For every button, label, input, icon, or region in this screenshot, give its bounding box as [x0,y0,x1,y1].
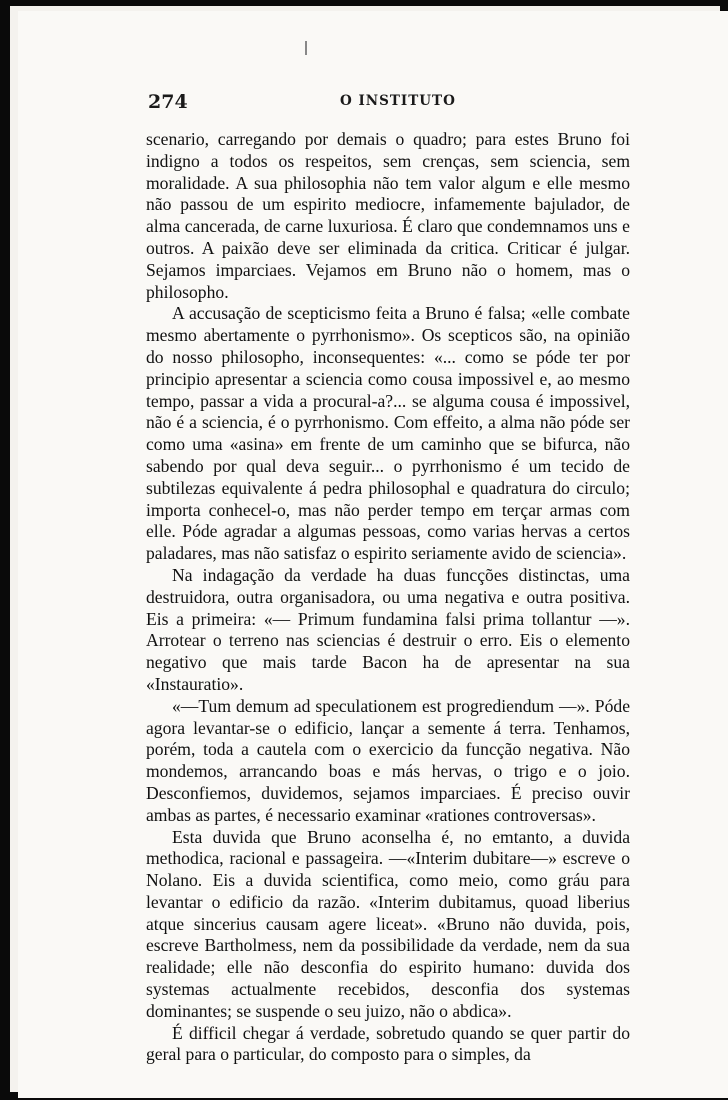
paragraph: A accusação de scepticismo feita a Bruno é falsa; «elle combate mesmo abertamente o pyrrhonismo». Os scepticos são, na opinião do nosso philosopho, inconsequentes: «... como se póde ter por principio apresentar a sciencia como cousa impossivel e, ao mesmo tempo, passar a vida a procural-a?... se alguma cousa é impossivel, não é a sciencia, é o pyrrhonismo. Com effeito, a alma não póde ser como uma «asina» em frente de um caminho que se bifurca, não sabendo por qual deva seguir... o pyrrhonismo é um tecido de subtilezas equivalente á pedra philosophal e quadratura do circulo; importa conhecel-o, mas não perder tempo em terçar armas com elle. Póde agradar a algumas pessoas, como varias hervas a certos paladares, mas não satisfaz o espirito seriamente avido de sciencia». [146,303,630,564]
paragraph: «—Tum demum ad speculationem est progrediendum —». Póde agora levantar-se o edificio, lançar a semente á terra. Tenhamos, porém, toda a cautela com o exercicio da funcção negativa. Não mondemos, arrancando boas e más hervas, o trigo e o joio. Desconfiemos, duvidemos, sejamos imparciaes. É preciso ouvir ambas as partes, é necessario examinar «rationes controversas». [146,695,630,825]
paragraph: É difficil chegar á verdade, sobretudo quando se quer partir do geral para o particular, do composto para o simples, da [146,1022,630,1065]
paragraph: scenario, carregando por demais o quadro; para estes Bruno foi indigno a todos os respeitos, sem crenças, sem sciencia, sem moralidade. A sua philosophia não tem valor algum e elle mesmo não passou de um espirito mediocre, infamemente bajulador, de alma cancerada, de carne luxuriosa. É claro que condemnamos uns e outros. A paixão deve ser eliminada da critica. Criticar é julgar. Sejamos imparciaes. Vejamos em Bruno não o homem, mas o philosopho. [146,129,630,302]
paragraph: Esta duvida que Bruno aconselha é, no emtanto, a duvida methodica, racional e passageira. —«Interim dubitare—» escreve o Nolano. Eis a duvida scientifica, como meio, como gráu para levantar o edificio da razão. «Interim dubitamus, quoad liberius atque sincerius causam agere liceat». «Bruno não duvida, pois, escreve Bartholmess, nem da possibilidade da verdade, nem da sua realidade; elle não desconfia do espirito humano: duvida dos systemas actualmente recebidos, desconfia dos systemas dominantes; se suspende o seu juizo, não o abdica». [146,826,630,1021]
body-text [146,129,630,1066]
paragraph: Na indagação da verdade ha duas funcções distinctas, uma destruidora, outra organisadora, ou uma negativa e outra positiva. Eis a primeira: «— Primum fundamina falsi prima tollantur —». Arrotear o terreno nas sciencias é destruir o erro. Eis o elemento negativo que mais tarde Bacon ha de apresentar na sua «Instauratio». [146,564,630,694]
running-title: O INSTITUTO [340,93,456,109]
page-number: 274 [148,91,188,113]
page-header [148,91,628,115]
page-mark [305,41,307,55]
